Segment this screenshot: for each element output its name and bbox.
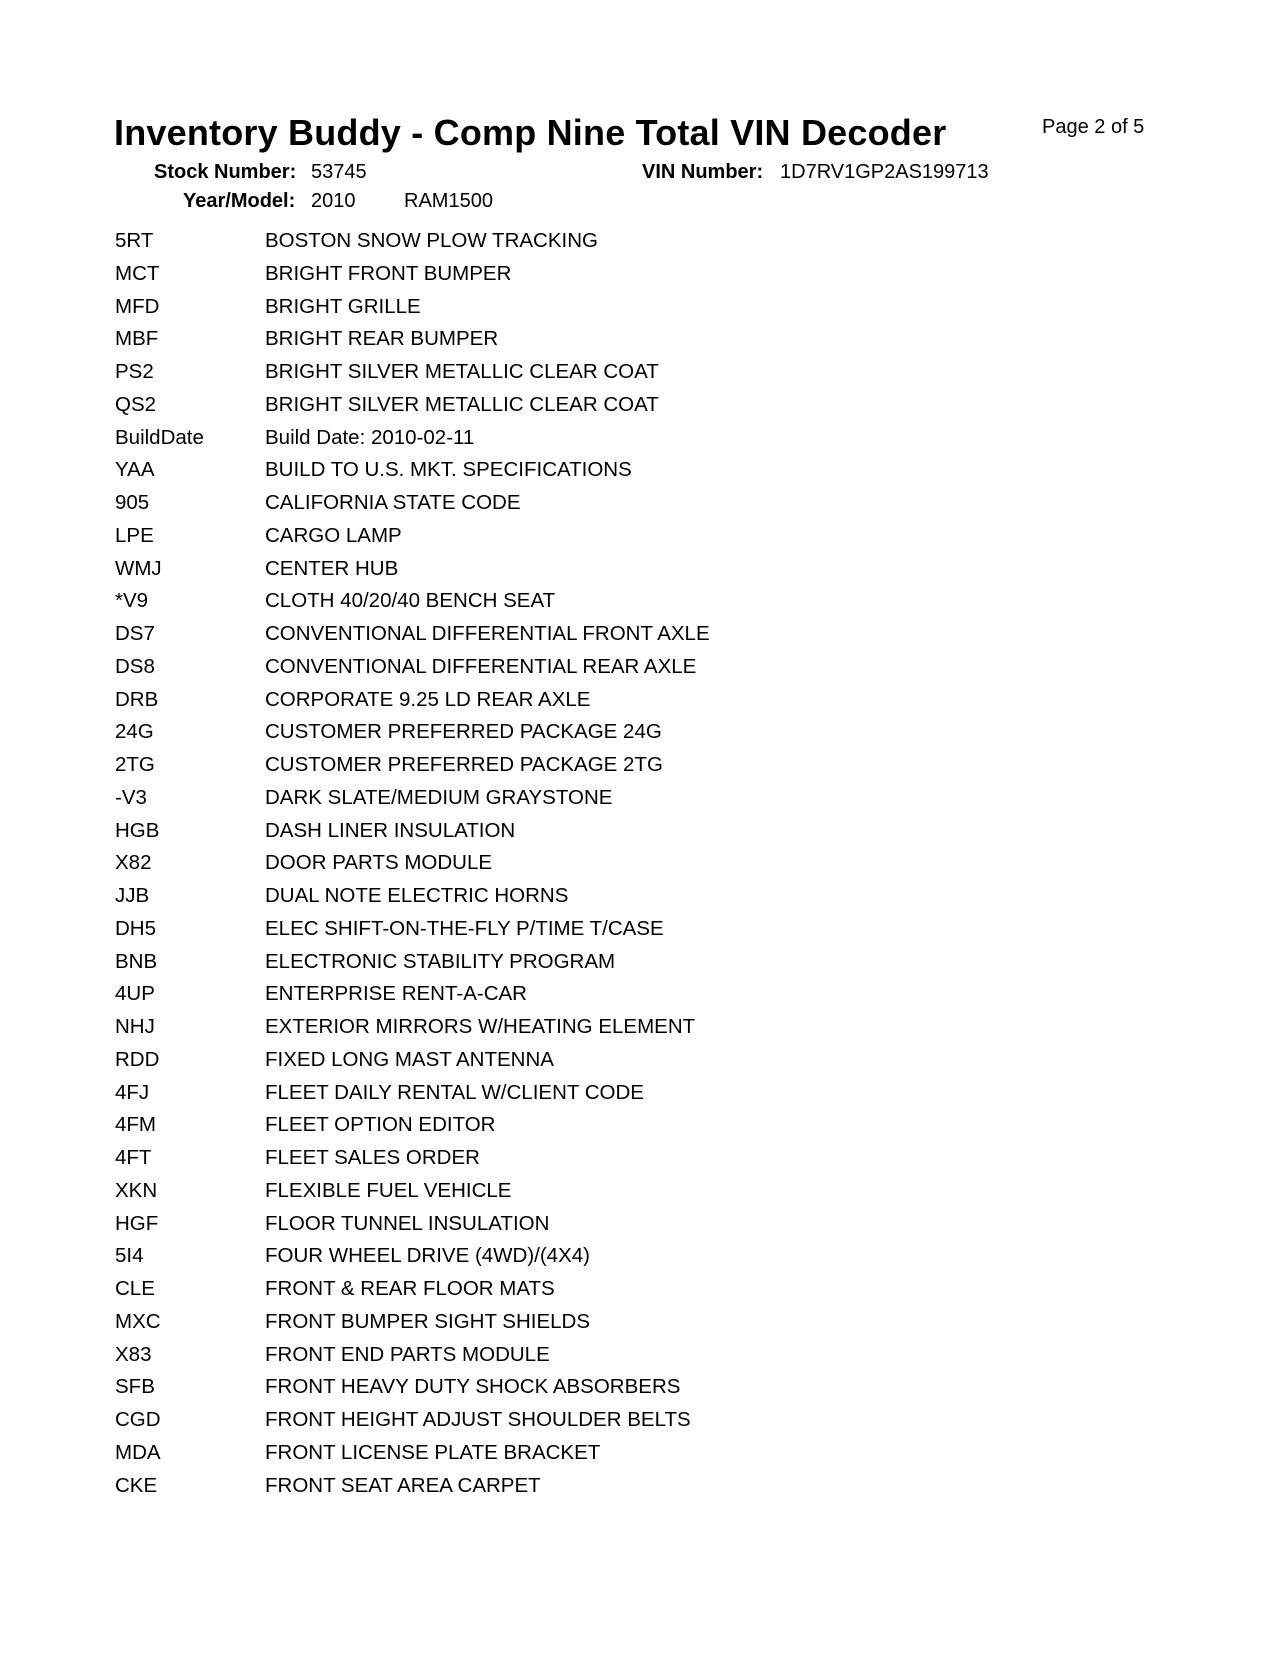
option-description: CORPORATE 9.25 LD REAR AXLE: [265, 687, 591, 711]
list-item: [115, 1408, 1115, 1441]
option-code: 5RT: [115, 229, 154, 252]
option-code: MXC: [115, 1309, 161, 1333]
option-description: BRIGHT GRILLE: [265, 294, 421, 318]
option-description: CLOTH 40/20/40 BENCH SEAT: [265, 589, 556, 613]
option-code: DS8: [115, 654, 155, 678]
option-code: DS7: [115, 622, 155, 645]
list-item: [115, 917, 1115, 950]
list-item: [115, 262, 1115, 295]
option-code: X83: [115, 1342, 152, 1366]
list-item: [115, 1179, 1115, 1212]
list-item: [115, 851, 1115, 884]
option-description: CARGO LAMP: [265, 523, 402, 547]
option-code: 4FM: [115, 1113, 156, 1137]
option-description: DASH LINER INSULATION: [265, 818, 516, 842]
option-description: DUAL NOTE ELECTRIC HORNS: [265, 884, 569, 907]
option-code: MDA: [115, 1440, 161, 1464]
option-description: ELECTRONIC STABILITY PROGRAM: [265, 949, 616, 973]
option-description: BRIGHT SILVER METALLIC CLEAR COAT: [265, 360, 659, 383]
option-description: FLOOR TUNNEL INSULATION: [265, 1211, 550, 1235]
list-item: [115, 1375, 1115, 1408]
option-description: FRONT LICENSE PLATE BRACKET: [265, 1440, 601, 1464]
option-code: LPE: [115, 523, 154, 547]
option-code: MBF: [115, 327, 159, 351]
list-item: [115, 1244, 1115, 1277]
option-description: FLEET SALES ORDER: [265, 1146, 480, 1169]
option-description: FOUR WHEEL DRIVE (4WD)/(4X4): [265, 1244, 590, 1268]
option-description: CALIFORNIA STATE CODE: [265, 491, 521, 514]
list-item: [115, 1146, 1115, 1179]
year-value: 2010: [311, 190, 356, 212]
option-code: NHJ: [115, 1015, 155, 1038]
option-description: CONVENTIONAL DIFFERENTIAL REAR AXLE: [265, 654, 697, 678]
list-item: [115, 655, 1115, 688]
list-item: [115, 360, 1115, 393]
option-code: 5I4: [115, 1244, 144, 1268]
option-code: WMJ: [115, 556, 162, 580]
option-description: FRONT END PARTS MODULE: [265, 1342, 550, 1366]
list-item: [115, 229, 1115, 262]
option-description: CENTER HUB: [265, 556, 399, 580]
option-code: XKN: [115, 1178, 158, 1202]
list-item: [115, 1113, 1115, 1146]
list-item: [115, 295, 1115, 328]
vin-number-label: VIN Number:: [642, 161, 764, 183]
list-item: [115, 426, 1115, 459]
list-item: [115, 1048, 1115, 1081]
option-code: HGB: [115, 818, 160, 842]
list-item: [115, 1277, 1115, 1310]
option-code: 4FJ: [115, 1080, 150, 1104]
list-item: [115, 753, 1115, 786]
list-item: [115, 1441, 1115, 1474]
list-item: [115, 458, 1115, 491]
option-code: X82: [115, 851, 152, 875]
option-description: FLEXIBLE FUEL VEHICLE: [265, 1178, 512, 1202]
model-value: RAM1500: [404, 190, 493, 212]
stock-number-label: Stock Number:: [154, 161, 297, 183]
option-code: 905: [115, 491, 150, 514]
option-code: MFD: [115, 294, 160, 318]
option-description: EXTERIOR MIRRORS W/HEATING ELEMENT: [265, 1015, 696, 1038]
option-code: 24G: [115, 720, 154, 744]
list-item: [115, 982, 1115, 1015]
option-description: FRONT SEAT AREA CARPET: [265, 1473, 541, 1497]
list-item: [115, 524, 1115, 557]
option-description: DOOR PARTS MODULE: [265, 851, 493, 875]
list-item: [115, 557, 1115, 590]
option-code: CKE: [115, 1473, 158, 1497]
list-item: [115, 1212, 1115, 1245]
option-description: FLEET OPTION EDITOR: [265, 1113, 496, 1137]
list-item: [115, 688, 1115, 721]
option-description: ELEC SHIFT-ON-THE-FLY P/TIME T/CASE: [265, 916, 664, 940]
option-description: CUSTOMER PREFERRED PACKAGE 2TG: [265, 753, 663, 776]
list-item: [115, 1310, 1115, 1343]
list-item: [115, 589, 1115, 622]
option-description: FRONT HEIGHT ADJUST SHOULDER BELTS: [265, 1408, 691, 1431]
list-item: [115, 884, 1115, 917]
option-code: -V3: [115, 785, 147, 809]
option-code-list: [115, 229, 1115, 1506]
list-item: [115, 491, 1115, 524]
option-code: BNB: [115, 949, 158, 973]
option-description: FIXED LONG MAST ANTENNA: [265, 1047, 554, 1071]
option-description: CONVENTIONAL DIFFERENTIAL FRONT AXLE: [265, 622, 710, 645]
option-code: CLE: [115, 1277, 155, 1300]
option-description: BRIGHT SILVER METALLIC CLEAR COAT: [265, 392, 659, 416]
option-code: BuildDate: [115, 425, 204, 449]
option-code: *V9: [115, 589, 149, 613]
page-title: Inventory Buddy - Comp Nine Total VIN Decoder: [114, 112, 947, 153]
list-item: [115, 1015, 1115, 1048]
option-description: BUILD TO U.S. MKT. SPECIFICATIONS: [265, 458, 632, 482]
option-description: BRIGHT FRONT BUMPER: [265, 261, 512, 285]
list-item: [115, 393, 1115, 426]
stock-number-value: 53745: [311, 161, 367, 183]
option-description: BOSTON SNOW PLOW TRACKING: [265, 229, 598, 252]
list-item: [115, 327, 1115, 360]
option-code: 2TG: [115, 753, 155, 776]
option-code: YAA: [115, 458, 155, 482]
option-code: 4UP: [115, 982, 155, 1006]
list-item: [115, 786, 1115, 819]
option-code: PS2: [115, 360, 154, 383]
option-description: FLEET DAILY RENTAL W/CLIENT CODE: [265, 1080, 644, 1104]
list-item: [115, 950, 1115, 983]
list-item: [115, 720, 1115, 753]
option-description: BRIGHT REAR BUMPER: [265, 327, 499, 351]
option-code: SFB: [115, 1375, 155, 1399]
year-model-label: Year/Model:: [183, 190, 296, 212]
option-code: RDD: [115, 1047, 160, 1071]
option-code: MCT: [115, 261, 160, 285]
option-code: QS2: [115, 392, 157, 416]
option-code: JJB: [115, 884, 150, 907]
option-code: 4FT: [115, 1146, 152, 1169]
list-item: [115, 1343, 1115, 1376]
option-description: FRONT & REAR FLOOR MATS: [265, 1277, 555, 1300]
list-item: [115, 819, 1115, 852]
option-description: ENTERPRISE RENT-A-CAR: [265, 982, 527, 1006]
page-number: Page 2 of 5: [1042, 116, 1145, 138]
list-item: [115, 1081, 1115, 1114]
option-description: CUSTOMER PREFERRED PACKAGE 24G: [265, 720, 662, 744]
option-code: DRB: [115, 687, 159, 711]
option-description: DARK SLATE/MEDIUM GRAYSTONE: [265, 785, 613, 809]
option-code: DH5: [115, 916, 157, 940]
list-item: [115, 622, 1115, 655]
option-code: CGD: [115, 1408, 161, 1431]
option-code: HGF: [115, 1211, 159, 1235]
vin-number-value: 1D7RV1GP2AS199713: [780, 161, 989, 183]
option-description: FRONT HEAVY DUTY SHOCK ABSORBERS: [265, 1375, 681, 1399]
list-item: [115, 1474, 1115, 1507]
option-description: Build Date: 2010-02-11: [265, 425, 475, 449]
option-description: FRONT BUMPER SIGHT SHIELDS: [265, 1309, 591, 1333]
